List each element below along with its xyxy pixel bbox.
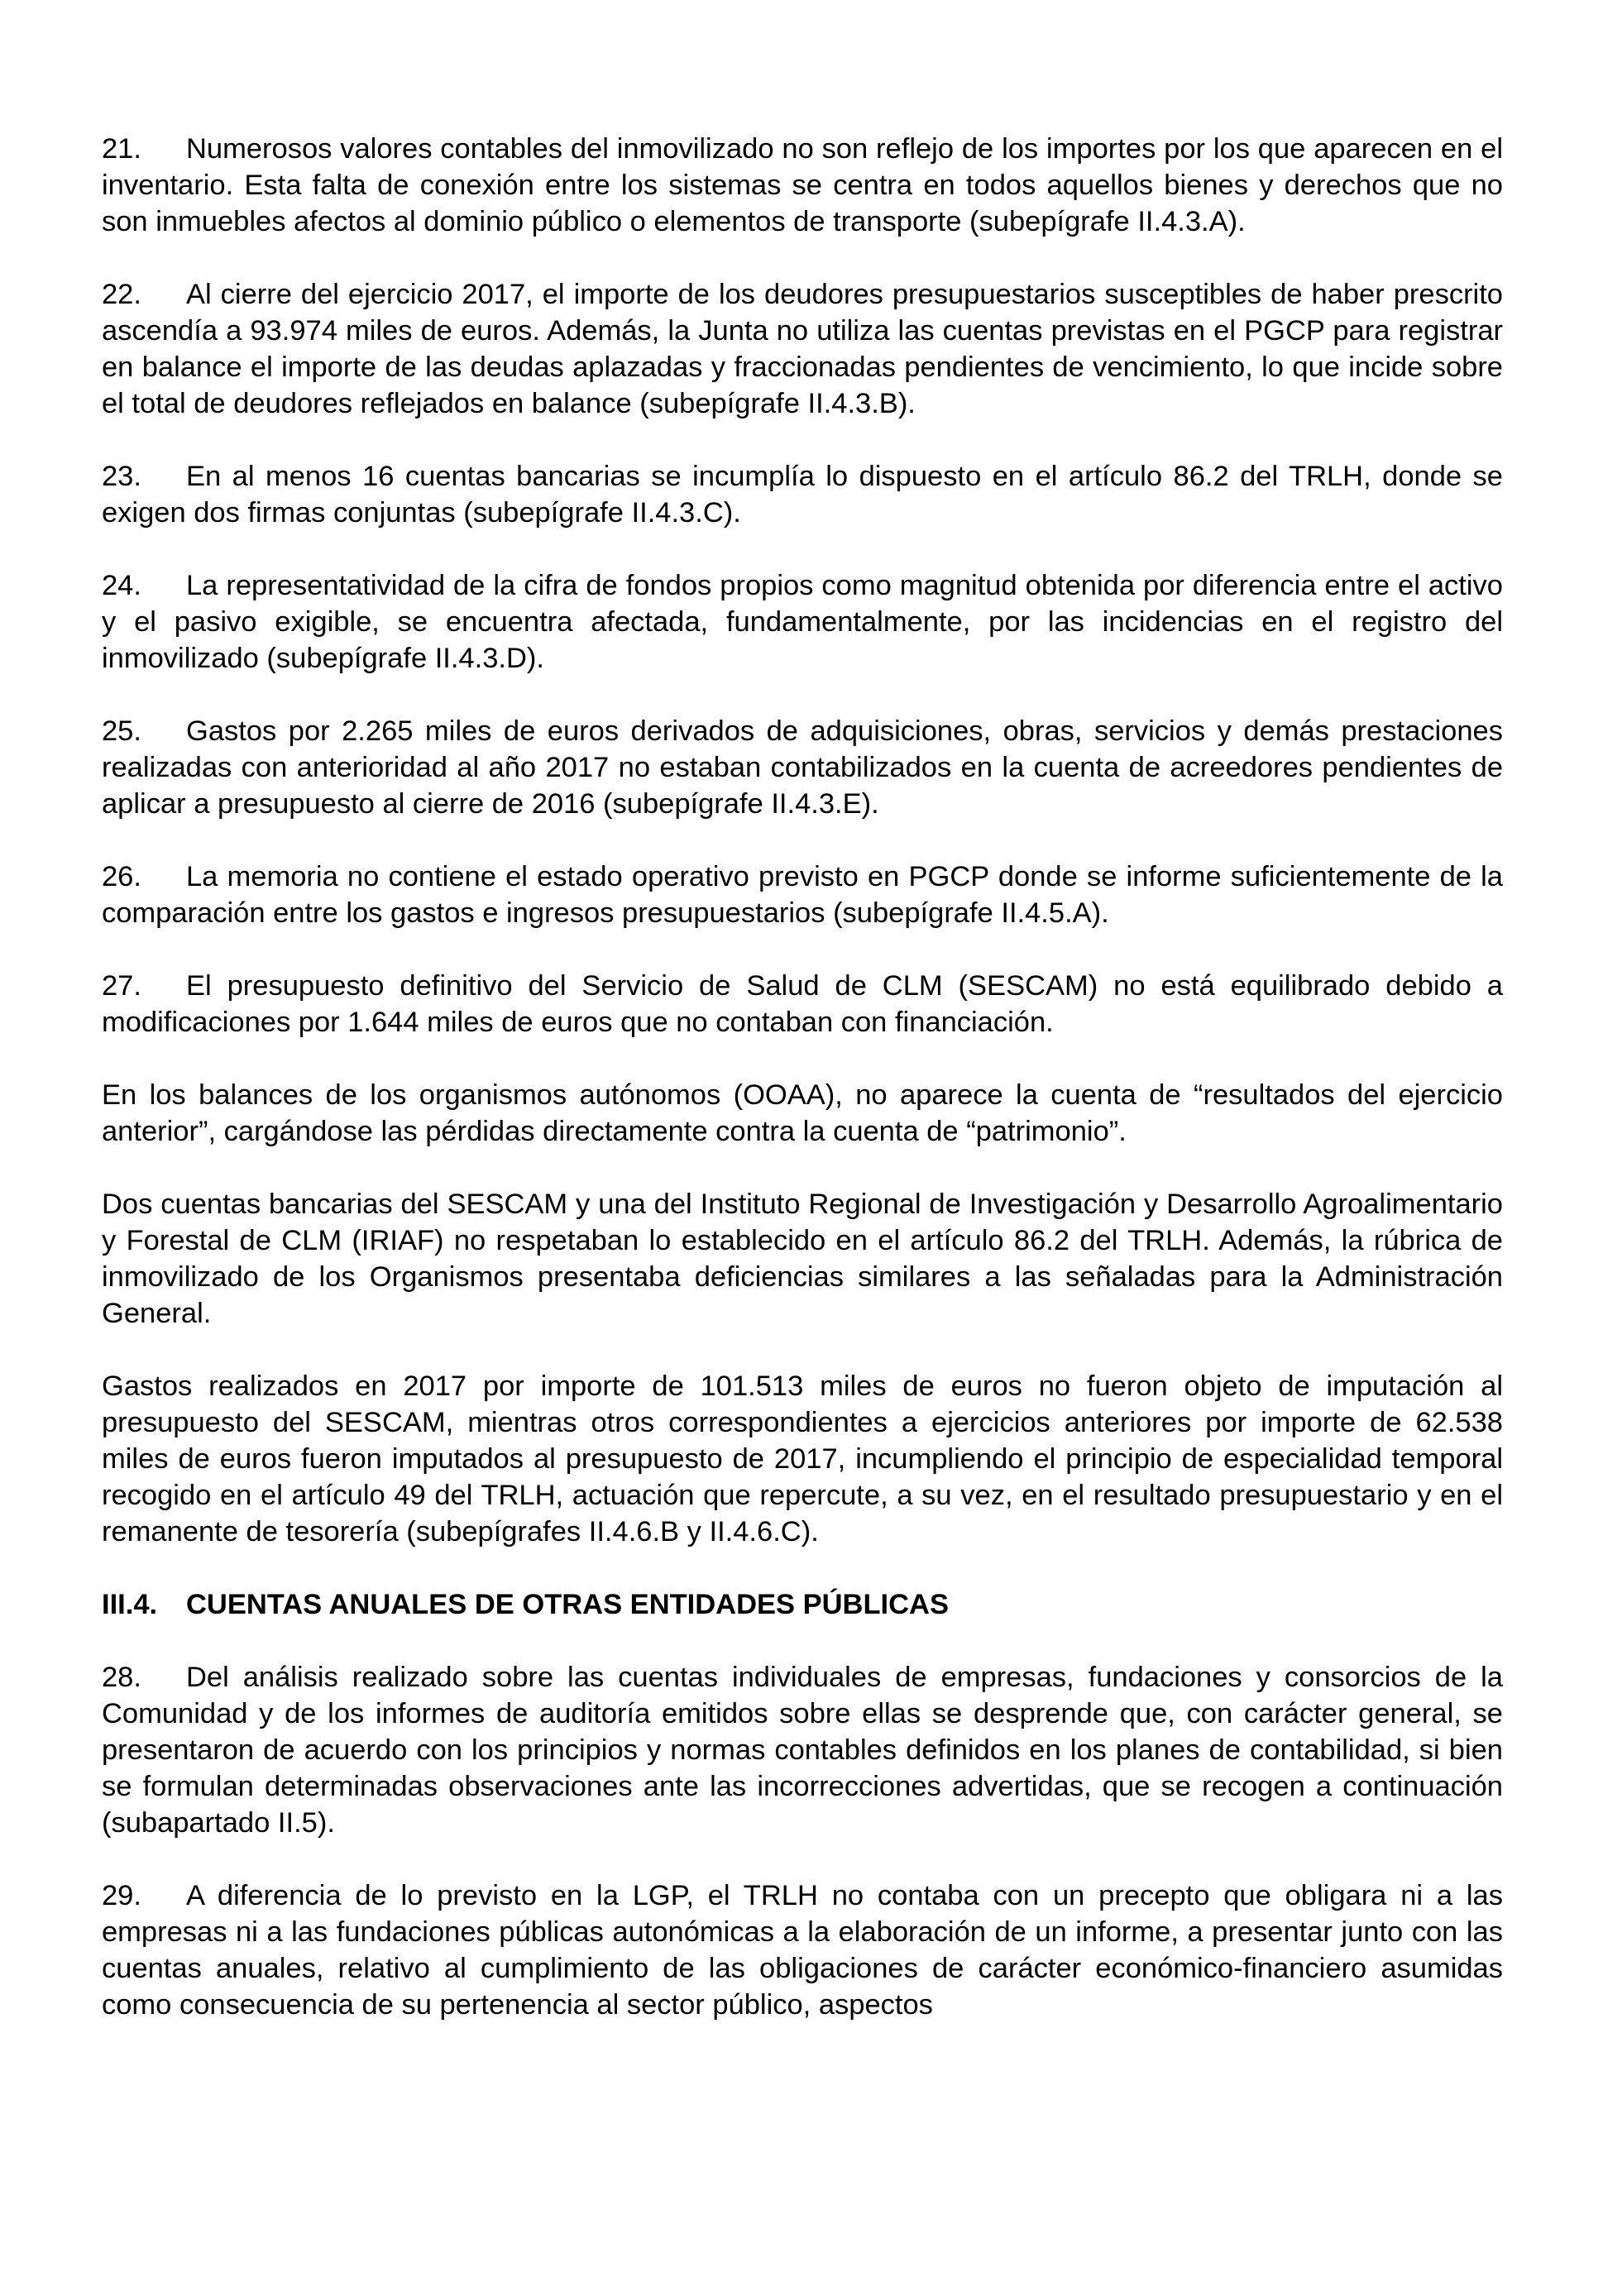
paragraph-sescam-bank-accounts xyxy=(102,1186,1503,1332)
paragraph-number: 26. xyxy=(102,861,141,892)
section-title: CUENTAS ANUALES DE OTRAS ENTIDADES PÚBLICAS xyxy=(186,1589,949,1620)
section-heading xyxy=(102,1586,1503,1623)
paragraph-text: Gastos por 2.265 miles de euros derivados de adquisiciones, obras, servicios y demás prestaciones realizadas con anterioridad al año 2017 no estaban contabilizados en la cuenta de acreedores pendientes de aplicar a presupuesto al cierre de 2016 (subepígrafe II.4.3.E). xyxy=(102,715,1503,820)
paragraph-number: 23. xyxy=(102,461,141,492)
paragraph-text: Dos cuentas bancarias del SESCAM y una del Instituto Regional de Investigación y Desarrollo Agroalimentario y Forestal de CLM (IRIAF) no respetaban lo establecido en el artículo 86.2 del TRLH. Además, la rúbrica de inmovilizado de los Organismos presentaba deficiencias similares a las señaladas para la Administración General. xyxy=(102,1189,1503,1329)
paragraph-26 xyxy=(102,859,1503,931)
paragraph-text: La representatividad de la cifra de fondos propios como magnitud obtenida por diferencia entre el activo y el pasivo exigible, se encuentra afectada, fundamentalmente, por las incidencias en el registro del inmovilizado (subepígrafe II.4.3.D). xyxy=(102,570,1503,674)
paragraph-28 xyxy=(102,1659,1503,1841)
paragraph-sescam-expenses xyxy=(102,1368,1503,1550)
paragraph-27 xyxy=(102,968,1503,1040)
paragraph-24 xyxy=(102,567,1503,677)
section-number: III.4. xyxy=(102,1589,158,1620)
paragraph-text: La memoria no contiene el estado operativo previsto en PGCP donde se informe suficientemente de la comparación entre los gastos e ingresos presupuestarios (subepígrafe II.4.5.A). xyxy=(102,861,1503,929)
paragraph-number: 22. xyxy=(102,279,141,310)
paragraph-text: Al cierre del ejercicio 2017, el importe de los deudores presupuestarios susceptibles de haber prescrito ascendía a 93.974 miles de euros. Además, la Junta no utiliza las cuentas previstas en el PGCP para registrar en balance el importe de las deudas aplazadas y fraccionadas pendientes de vencimiento, lo que incide sobre el total de deudores reflejados en balance (subepígrafe II.4.3.B). xyxy=(102,279,1503,419)
paragraph-29 xyxy=(102,1877,1503,2023)
paragraph-text: A diferencia de lo previsto en la LGP, el TRLH no contaba con un precepto que obligara ni a las empresas ni a las fundaciones públicas autonómicas a la elaboración de un informe, a presentar junto con las cuentas anuales, relativo al cumplimiento de las obligaciones de carácter económico-financiero asumidas como consecuencia de su pertenencia al sector público, aspectos xyxy=(102,1880,1503,2021)
paragraph-25 xyxy=(102,713,1503,822)
paragraph-number: 21. xyxy=(102,133,141,165)
paragraph-text: Gastos realizados en 2017 por importe de 101.513 miles de euros no fueron objeto de imputación al presupuesto del SESCAM, mientras otros correspondientes a ejercicios anteriores por importe de 62.538 miles de euros fueron imputados al presupuesto de 2017, incumpliendo el principio de especialidad temporal recogido en el artículo 49 del TRLH, actuación que repercute, a su vez, en el resultado presupuestario y en el remanente de tesorería (subepígrafes II.4.6.B y II.4.6.C). xyxy=(102,1370,1503,1547)
paragraph-number: 27. xyxy=(102,970,141,1002)
paragraph-number: 28. xyxy=(102,1662,141,1693)
paragraph-text: En los balances de los organismos autónomos (OOAA), no aparece la cuenta de “resultados del ejercicio anterior”, cargándose las pérdidas directamente contra la cuenta de “patrimonio”. xyxy=(102,1079,1503,1147)
document-page xyxy=(102,131,1503,2059)
paragraph-number: 29. xyxy=(102,1880,141,1911)
paragraph-text: El presupuesto definitivo del Servicio de Salud de CLM (SESCAM) no está equilibrado debido a modificaciones por 1.644 miles de euros que no contaban con financiación. xyxy=(102,970,1503,1038)
paragraph-text: Numerosos valores contables del inmovilizado no son reflejo de los importes por los que aparecen en el inventario. Esta falta de conexión entre los sistemas se centra en todos aquellos bienes y derechos que no son inmuebles afectos al dominio público o elementos de transporte (subepígrafe II.4.3.A). xyxy=(102,133,1503,237)
paragraph-text: En al menos 16 cuentas bancarias se incumplía lo dispuesto en el artículo 86.2 del TRLH, donde se exigen dos firmas conjuntas (subepígrafe II.4.3.C). xyxy=(102,461,1503,529)
paragraph-text: Del análisis realizado sobre las cuentas individuales de empresas, fundaciones y consorcios de la Comunidad y de los informes de auditoría emitidos sobre ellas se desprende que, con carácter general, se presentaron de acuerdo con los principios y normas contables definidos en los planes de contabilidad, si bien se formulan determinadas observaciones ante las incorrecciones advertidas, que se recogen a continuación (subapartado II.5). xyxy=(102,1662,1503,1839)
paragraph-21 xyxy=(102,131,1503,240)
paragraph-22 xyxy=(102,276,1503,422)
paragraph-number: 24. xyxy=(102,570,141,601)
paragraph-number: 25. xyxy=(102,715,141,747)
paragraph-ooaa-balances xyxy=(102,1077,1503,1150)
paragraph-23 xyxy=(102,458,1503,531)
